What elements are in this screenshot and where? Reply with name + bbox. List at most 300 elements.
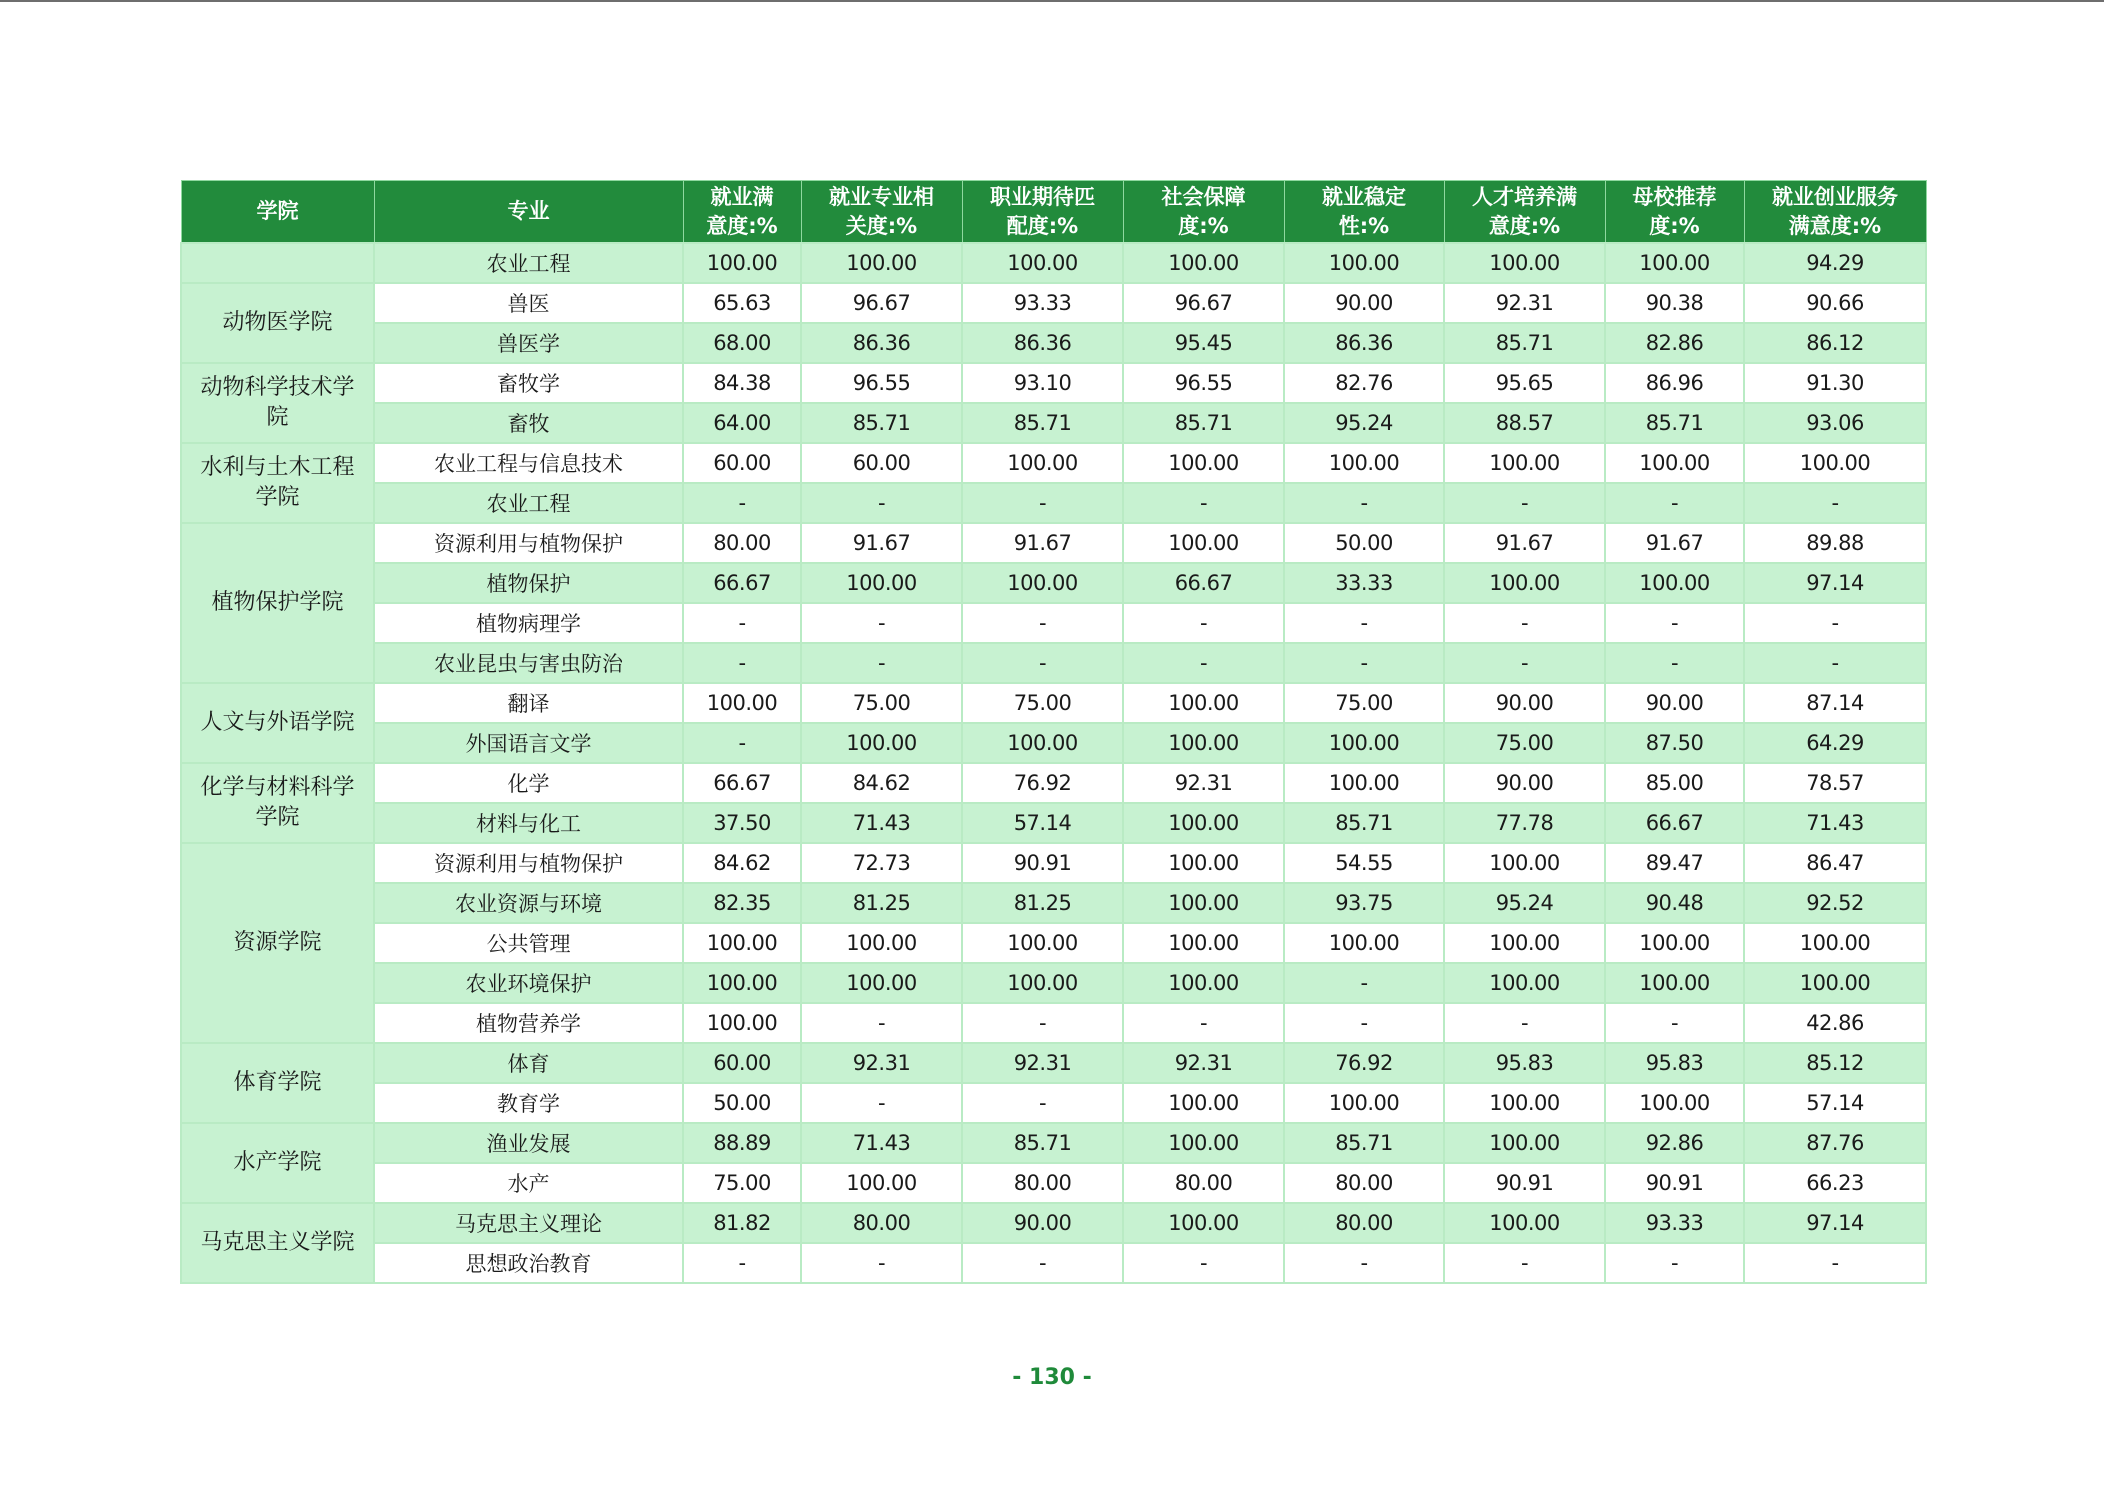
value-cell: 82.35 <box>683 883 801 923</box>
value-cell: 92.31 <box>1444 283 1605 323</box>
value-cell: 100.00 <box>1444 923 1605 963</box>
value-cell: 75.00 <box>683 1163 801 1203</box>
value-cell: 100.00 <box>1744 443 1926 483</box>
value-cell: 60.00 <box>683 443 801 483</box>
column-header-line: 度:% <box>1178 213 1229 238</box>
major-cell: 农业资源与环境 <box>374 883 683 923</box>
table-body <box>181 243 1926 1283</box>
column-header <box>1605 181 1744 244</box>
value-cell: 100.00 <box>1284 243 1444 283</box>
value-cell: 76.92 <box>962 763 1123 803</box>
value-cell: 84.38 <box>683 363 801 403</box>
college-cell: 动物医学院 <box>181 283 374 363</box>
value-cell: 64.00 <box>683 403 801 443</box>
value-cell: 95.24 <box>1444 883 1605 923</box>
value-cell: 93.33 <box>962 283 1123 323</box>
value-cell: 90.38 <box>1605 283 1744 323</box>
column-header-line: 满意度:% <box>1788 213 1882 238</box>
table-row <box>181 483 1926 523</box>
table-row <box>181 763 1926 803</box>
value-cell: 100.00 <box>962 923 1123 963</box>
value-cell: 86.47 <box>1744 843 1926 883</box>
major-cell: 农业工程与信息技术 <box>374 443 683 483</box>
column-header-line: 关度:% <box>845 213 918 238</box>
value-cell: 86.36 <box>801 323 962 363</box>
value-cell: 65.63 <box>683 283 801 323</box>
value-cell: 90.00 <box>962 1203 1123 1243</box>
table-row <box>181 1003 1926 1043</box>
table-row <box>181 323 1926 363</box>
table-row <box>181 803 1926 843</box>
value-cell: 100.00 <box>1605 443 1744 483</box>
value-cell: 85.71 <box>801 403 962 443</box>
value-cell: - <box>1284 963 1444 1003</box>
value-cell: - <box>962 1243 1123 1283</box>
table-row <box>181 683 1926 723</box>
table-row <box>181 723 1926 763</box>
table-row <box>181 523 1926 563</box>
column-header <box>1744 181 1926 244</box>
column-header-line: 就业稳定 <box>1322 184 1406 209</box>
value-cell: 50.00 <box>1284 523 1444 563</box>
value-cell: - <box>962 603 1123 643</box>
college-cell: 化学与材料科学学院 <box>181 763 374 843</box>
value-cell: 87.14 <box>1744 683 1926 723</box>
value-cell: - <box>1605 1243 1744 1283</box>
value-cell: 66.23 <box>1744 1163 1926 1203</box>
value-cell: 75.00 <box>1444 723 1605 763</box>
table-row <box>181 963 1926 1003</box>
column-header <box>374 181 683 244</box>
value-cell: 95.65 <box>1444 363 1605 403</box>
value-cell: 57.14 <box>1744 1083 1926 1123</box>
value-cell: - <box>1123 643 1284 683</box>
value-cell: 93.10 <box>962 363 1123 403</box>
column-header <box>801 181 962 244</box>
page-number: - 130 - <box>1012 1365 1092 1390</box>
value-cell: 92.31 <box>1123 763 1284 803</box>
value-cell: 92.31 <box>801 1043 962 1083</box>
value-cell: 100.00 <box>1123 1123 1284 1163</box>
value-cell: 92.86 <box>1605 1123 1744 1163</box>
value-cell: 87.50 <box>1605 723 1744 763</box>
value-cell: 86.96 <box>1605 363 1744 403</box>
table-row <box>181 283 1926 323</box>
college-cell: 水利与土木工程学院 <box>181 443 374 523</box>
value-cell: 95.83 <box>1605 1043 1744 1083</box>
value-cell: 82.86 <box>1605 323 1744 363</box>
value-cell: 37.50 <box>683 803 801 843</box>
value-cell: 100.00 <box>1605 563 1744 603</box>
value-cell: 100.00 <box>1123 683 1284 723</box>
value-cell: 71.43 <box>1744 803 1926 843</box>
column-header-line: 就业满 <box>710 184 774 209</box>
value-cell: - <box>1605 1003 1744 1043</box>
value-cell: 100.00 <box>1123 843 1284 883</box>
table-row <box>181 363 1926 403</box>
value-cell: - <box>962 1083 1123 1123</box>
value-cell: 100.00 <box>1123 523 1284 563</box>
value-cell: - <box>801 643 962 683</box>
value-cell: - <box>1123 1243 1284 1283</box>
value-cell: 57.14 <box>962 803 1123 843</box>
value-cell: 90.00 <box>1605 683 1744 723</box>
table-row <box>181 443 1926 483</box>
value-cell: - <box>1444 643 1605 683</box>
value-cell: 85.71 <box>1605 403 1744 443</box>
value-cell: 100.00 <box>1123 803 1284 843</box>
value-cell: 89.47 <box>1605 843 1744 883</box>
value-cell: - <box>962 483 1123 523</box>
value-cell: 54.55 <box>1284 843 1444 883</box>
value-cell: 96.67 <box>801 283 962 323</box>
value-cell: 100.00 <box>962 443 1123 483</box>
major-cell: 教育学 <box>374 1083 683 1123</box>
major-cell: 翻译 <box>374 683 683 723</box>
table-row <box>181 843 1926 883</box>
value-cell: 84.62 <box>683 843 801 883</box>
value-cell: 100.00 <box>801 723 962 763</box>
major-cell: 兽医 <box>374 283 683 323</box>
value-cell: 100.00 <box>962 243 1123 283</box>
value-cell: 100.00 <box>962 563 1123 603</box>
major-cell: 资源利用与植物保护 <box>374 843 683 883</box>
value-cell: 91.67 <box>801 523 962 563</box>
table-row <box>181 1203 1926 1243</box>
value-cell: 72.73 <box>801 843 962 883</box>
value-cell: 100.00 <box>801 963 962 1003</box>
value-cell: 89.88 <box>1744 523 1926 563</box>
value-cell: 78.57 <box>1744 763 1926 803</box>
major-cell: 外国语言文学 <box>374 723 683 763</box>
value-cell: 100.00 <box>1605 1083 1744 1123</box>
value-cell: - <box>1123 603 1284 643</box>
major-cell: 植物病理学 <box>374 603 683 643</box>
value-cell: - <box>1744 603 1926 643</box>
college-cell: 马克思主义学院 <box>181 1203 374 1283</box>
value-cell: 91.30 <box>1744 363 1926 403</box>
college-cell: 人文与外语学院 <box>181 683 374 763</box>
column-header-line: 度:% <box>1649 213 1700 238</box>
value-cell: - <box>1123 483 1284 523</box>
value-cell: 80.00 <box>1123 1163 1284 1203</box>
value-cell: 84.62 <box>801 763 962 803</box>
value-cell: - <box>1284 483 1444 523</box>
value-cell: 95.24 <box>1284 403 1444 443</box>
value-cell: 90.00 <box>1444 683 1605 723</box>
value-cell: - <box>1744 1243 1926 1283</box>
value-cell: 75.00 <box>801 683 962 723</box>
major-cell: 植物保护 <box>374 563 683 603</box>
value-cell: 85.71 <box>962 1123 1123 1163</box>
value-cell: 92.52 <box>1744 883 1926 923</box>
value-cell: 100.00 <box>1605 243 1744 283</box>
table-row <box>181 883 1926 923</box>
value-cell: 96.67 <box>1123 283 1284 323</box>
value-cell: - <box>1284 1003 1444 1043</box>
value-cell: 76.92 <box>1284 1043 1444 1083</box>
value-cell: 66.67 <box>683 563 801 603</box>
value-cell: 71.43 <box>801 803 962 843</box>
column-header <box>1284 181 1444 244</box>
value-cell: 77.78 <box>1444 803 1605 843</box>
value-cell: 100.00 <box>1444 1123 1605 1163</box>
value-cell: 50.00 <box>683 1083 801 1123</box>
top-border-line <box>0 0 2104 2</box>
value-cell: 100.00 <box>1744 923 1926 963</box>
value-cell: 100.00 <box>1284 923 1444 963</box>
value-cell: 100.00 <box>683 923 801 963</box>
value-cell: 42.86 <box>1744 1003 1926 1043</box>
value-cell: 86.36 <box>1284 323 1444 363</box>
value-cell: - <box>801 483 962 523</box>
college-cell: 植物保护学院 <box>181 523 374 683</box>
value-cell: 90.48 <box>1605 883 1744 923</box>
value-cell: 97.14 <box>1744 563 1926 603</box>
table-row <box>181 1163 1926 1203</box>
value-cell: 80.00 <box>962 1163 1123 1203</box>
value-cell: 64.29 <box>1744 723 1926 763</box>
value-cell: 100.00 <box>1744 963 1926 1003</box>
value-cell: 100.00 <box>1605 963 1744 1003</box>
value-cell: 100.00 <box>1123 1203 1284 1243</box>
value-cell: 93.33 <box>1605 1203 1744 1243</box>
value-cell: 81.25 <box>801 883 962 923</box>
value-cell: - <box>1605 603 1744 643</box>
major-cell: 化学 <box>374 763 683 803</box>
value-cell: 81.82 <box>683 1203 801 1243</box>
value-cell: 85.71 <box>1123 403 1284 443</box>
table-row <box>181 643 1926 683</box>
value-cell: 80.00 <box>801 1203 962 1243</box>
value-cell: 100.00 <box>1444 1083 1605 1123</box>
value-cell: 100.00 <box>801 243 962 283</box>
value-cell: 100.00 <box>801 563 962 603</box>
value-cell: 100.00 <box>962 723 1123 763</box>
value-cell: - <box>962 643 1123 683</box>
table-row <box>181 1043 1926 1083</box>
value-cell: 100.00 <box>1444 963 1605 1003</box>
column-header-line: 人才培养满 <box>1472 184 1577 209</box>
value-cell: 33.33 <box>1284 563 1444 603</box>
value-cell: - <box>1744 483 1926 523</box>
value-cell: 85.00 <box>1605 763 1744 803</box>
value-cell: 100.00 <box>1284 763 1444 803</box>
table-header <box>181 181 1926 244</box>
value-cell: 71.43 <box>801 1123 962 1163</box>
column-header-line: 性:% <box>1338 213 1390 238</box>
column-header-line: 意度:% <box>1488 213 1561 238</box>
value-cell: - <box>1123 1003 1284 1043</box>
value-cell: - <box>683 603 801 643</box>
college-cell: 水产学院 <box>181 1123 374 1203</box>
value-cell: - <box>962 1003 1123 1043</box>
table-row <box>181 923 1926 963</box>
value-cell: 86.12 <box>1744 323 1926 363</box>
value-cell: - <box>1444 603 1605 643</box>
value-cell: 85.71 <box>962 403 1123 443</box>
college-cell: 资源学院 <box>181 843 374 1043</box>
value-cell: 66.67 <box>683 763 801 803</box>
value-cell: 88.89 <box>683 1123 801 1163</box>
value-cell: - <box>1284 643 1444 683</box>
value-cell: 100.00 <box>1123 243 1284 283</box>
column-header-line: 职业期待匹 <box>990 184 1095 209</box>
value-cell: - <box>801 1083 962 1123</box>
major-cell: 水产 <box>374 1163 683 1203</box>
value-cell: 100.00 <box>1123 723 1284 763</box>
value-cell: 100.00 <box>683 963 801 1003</box>
value-cell: - <box>1444 483 1605 523</box>
value-cell: 93.75 <box>1284 883 1444 923</box>
table-container <box>180 180 1927 1284</box>
value-cell: 100.00 <box>1284 1083 1444 1123</box>
table-row <box>181 1083 1926 1123</box>
value-cell: 100.00 <box>962 963 1123 1003</box>
value-cell: 100.00 <box>1444 563 1605 603</box>
value-cell: 92.31 <box>1123 1043 1284 1083</box>
value-cell: 80.00 <box>1284 1163 1444 1203</box>
major-cell: 马克思主义理论 <box>374 1203 683 1243</box>
value-cell: - <box>801 1243 962 1283</box>
value-cell: 80.00 <box>683 523 801 563</box>
column-header-line: 意度:% <box>706 213 778 238</box>
value-cell: 82.76 <box>1284 363 1444 403</box>
value-cell: 94.29 <box>1744 243 1926 283</box>
value-cell: 100.00 <box>683 243 801 283</box>
value-cell: - <box>683 1243 801 1283</box>
value-cell: 100.00 <box>1605 923 1744 963</box>
table-row <box>181 1123 1926 1163</box>
value-cell: 91.67 <box>1605 523 1744 563</box>
major-cell: 思想政治教育 <box>374 1243 683 1283</box>
value-cell: 91.67 <box>1444 523 1605 563</box>
value-cell: 60.00 <box>683 1043 801 1083</box>
college-cell: 动物科学技术学院 <box>181 363 374 443</box>
major-cell: 植物营养学 <box>374 1003 683 1043</box>
value-cell: 85.71 <box>1444 323 1605 363</box>
value-cell: - <box>1284 603 1444 643</box>
major-cell: 兽医学 <box>374 323 683 363</box>
value-cell: - <box>683 723 801 763</box>
value-cell: 100.00 <box>801 923 962 963</box>
header-row <box>181 181 1926 244</box>
value-cell: 92.31 <box>962 1043 1123 1083</box>
column-header-line: 学院 <box>256 199 299 223</box>
major-cell: 体育 <box>374 1043 683 1083</box>
value-cell: 96.55 <box>801 363 962 403</box>
value-cell: 68.00 <box>683 323 801 363</box>
value-cell: 96.55 <box>1123 363 1284 403</box>
value-cell: 66.67 <box>1123 563 1284 603</box>
value-cell: 95.83 <box>1444 1043 1605 1083</box>
value-cell: 90.91 <box>1444 1163 1605 1203</box>
major-cell: 农业环境保护 <box>374 963 683 1003</box>
major-cell: 农业工程 <box>374 483 683 523</box>
column-header-line: 社会保障 <box>1161 184 1246 209</box>
value-cell: 100.00 <box>1123 923 1284 963</box>
value-cell: 90.91 <box>962 843 1123 883</box>
value-cell: 80.00 <box>1284 1203 1444 1243</box>
major-cell: 资源利用与植物保护 <box>374 523 683 563</box>
major-cell: 公共管理 <box>374 923 683 963</box>
value-cell: 91.67 <box>962 523 1123 563</box>
value-cell: 90.66 <box>1744 283 1926 323</box>
college-cell <box>181 243 374 283</box>
value-cell: 100.00 <box>801 1163 962 1203</box>
value-cell: 85.71 <box>1284 803 1444 843</box>
table-row <box>181 1243 1926 1283</box>
value-cell: 81.25 <box>962 883 1123 923</box>
value-cell: 97.14 <box>1744 1203 1926 1243</box>
value-cell: 100.00 <box>1444 843 1605 883</box>
value-cell: 75.00 <box>1284 683 1444 723</box>
value-cell: 93.06 <box>1744 403 1926 443</box>
value-cell: 90.00 <box>1284 283 1444 323</box>
major-cell: 畜牧 <box>374 403 683 443</box>
value-cell: 75.00 <box>962 683 1123 723</box>
value-cell: 90.00 <box>1444 763 1605 803</box>
value-cell: 88.57 <box>1444 403 1605 443</box>
value-cell: 66.67 <box>1605 803 1744 843</box>
column-header-line: 母校推荐 <box>1632 184 1717 209</box>
value-cell: - <box>1444 1243 1605 1283</box>
value-cell: 100.00 <box>683 1003 801 1043</box>
value-cell: 100.00 <box>1444 243 1605 283</box>
value-cell: 100.00 <box>1444 1203 1605 1243</box>
major-cell: 农业昆虫与害虫防治 <box>374 643 683 683</box>
value-cell: - <box>1605 643 1744 683</box>
table-row <box>181 603 1926 643</box>
value-cell: - <box>683 643 801 683</box>
major-cell: 畜牧学 <box>374 363 683 403</box>
value-cell: 95.45 <box>1123 323 1284 363</box>
value-cell: 87.76 <box>1744 1123 1926 1163</box>
value-cell: - <box>801 603 962 643</box>
column-header <box>1123 181 1284 244</box>
value-cell: 90.91 <box>1605 1163 1744 1203</box>
value-cell: - <box>683 483 801 523</box>
column-header-line: 配度:% <box>1006 213 1079 238</box>
major-cell: 农业工程 <box>374 243 683 283</box>
column-header <box>181 181 374 244</box>
table-row <box>181 563 1926 603</box>
value-cell: 100.00 <box>1284 443 1444 483</box>
column-header <box>683 181 801 244</box>
college-cell: 体育学院 <box>181 1043 374 1123</box>
table-row <box>181 243 1926 283</box>
value-cell: 100.00 <box>1123 1083 1284 1123</box>
value-cell: - <box>1284 1243 1444 1283</box>
value-cell: 86.36 <box>962 323 1123 363</box>
major-cell: 渔业发展 <box>374 1123 683 1163</box>
column-header-line: 就业创业服务 <box>1772 184 1898 209</box>
value-cell: 100.00 <box>1444 443 1605 483</box>
column-header <box>962 181 1123 244</box>
value-cell: 100.00 <box>1123 963 1284 1003</box>
value-cell: - <box>1605 483 1744 523</box>
value-cell: - <box>1444 1003 1605 1043</box>
value-cell: - <box>1744 643 1926 683</box>
value-cell: 100.00 <box>1123 443 1284 483</box>
column-header-line: 专业 <box>507 199 550 223</box>
value-cell: 100.00 <box>683 683 801 723</box>
value-cell: 60.00 <box>801 443 962 483</box>
table-row <box>181 403 1926 443</box>
value-cell: - <box>801 1003 962 1043</box>
value-cell: 100.00 <box>1123 883 1284 923</box>
value-cell: 85.71 <box>1284 1123 1444 1163</box>
